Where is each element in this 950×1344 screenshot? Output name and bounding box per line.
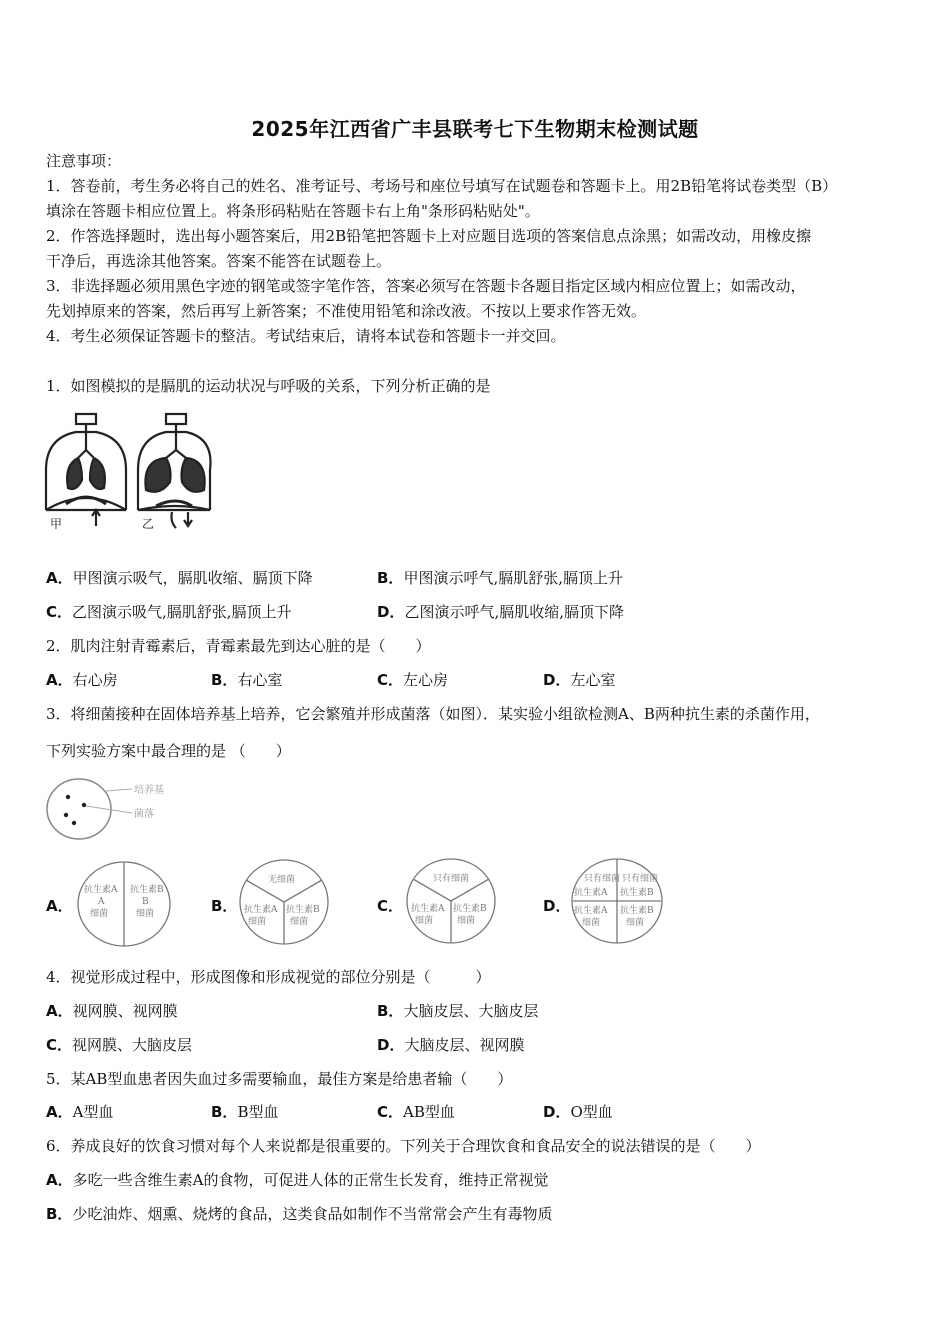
dish-option-a — [76, 860, 172, 948]
section-label: 抗生素A — [244, 905, 278, 915]
option-text: 左心室 — [570, 671, 616, 689]
option-row — [377, 896, 403, 916]
option-letter: D． — [543, 671, 571, 689]
option-text: 多吃一些含维生素A的食物，可促进人体的正常生长发育，维持正常视觉 — [72, 1171, 549, 1189]
section-label: 抗生素B — [620, 888, 654, 898]
section-label: 细菌 — [626, 918, 645, 928]
section-label: 只有细菌 — [584, 874, 621, 884]
option-letter: C． — [377, 897, 404, 915]
question-3-stem: 3．将细菌接种在固体培养基上培养，它会繁殖并形成菌落（如图）．某实验小组欲检测A、B两种抗生素的杀菌作用， — [46, 705, 820, 723]
option-letter: A． — [46, 1103, 73, 1121]
section-label: 无细菌 — [268, 875, 296, 885]
section-label: 细菌 — [90, 909, 109, 919]
colony-dot — [72, 821, 76, 825]
dish-option-d — [570, 857, 664, 945]
colony-dot — [66, 795, 70, 799]
dish-option-c — [405, 857, 497, 945]
question-3-stem: 下列实验方案中最合理的是 （ ） — [46, 742, 291, 760]
section-label: 抗生素A — [84, 885, 118, 895]
notice-heading: 注意事项： — [46, 152, 122, 170]
option-text: 右心房 — [72, 671, 118, 689]
section-label: 只有细菌 — [622, 874, 659, 884]
option-text: 甲图演示吸气，膈肌收缩、膈顶下降 — [72, 569, 313, 587]
section-label: 抗生素B — [130, 885, 164, 895]
jar-stopper — [76, 414, 96, 424]
section-label: 只有细菌 — [433, 874, 470, 884]
option-letter: B． — [211, 1103, 238, 1121]
section-label: 抗生素A — [411, 904, 445, 914]
option-text: B型血 — [237, 1103, 279, 1121]
option-text: 大脑皮层、视网膜 — [404, 1036, 525, 1054]
option-letter: C． — [46, 1036, 73, 1054]
option-letter: A． — [46, 671, 73, 689]
option-row — [543, 1102, 613, 1122]
option-text: 大脑皮层、大脑皮层 — [403, 1002, 539, 1020]
section-label: 细菌 — [415, 916, 434, 926]
option-letter: B． — [46, 1205, 73, 1223]
option-letter: D． — [543, 1103, 571, 1121]
petri-dish-figure — [44, 775, 184, 845]
dish-label-medium: 培养基 — [134, 785, 164, 796]
option-row — [377, 1035, 524, 1055]
question-5-stem: 5．某AB型血患者因失血过多需要输血，最佳方案是给患者输（ ） — [46, 1070, 513, 1088]
option-letter: C． — [377, 1103, 404, 1121]
option-letter: B． — [377, 569, 404, 587]
option-row — [543, 896, 570, 916]
option-text: 乙图演示吸气,膈肌舒张,膈顶上升 — [72, 603, 292, 621]
option-row — [211, 896, 237, 916]
section-label: 细菌 — [290, 917, 309, 927]
option-row — [211, 1102, 278, 1122]
option-letter: A． — [46, 569, 73, 587]
section-label: 抗生素A — [574, 888, 608, 898]
option-row — [46, 1001, 178, 1021]
section-label: 细菌 — [582, 918, 601, 928]
option-row — [46, 1035, 192, 1055]
jar-stopper — [166, 414, 186, 424]
option-letter: B． — [377, 1002, 404, 1020]
option-row — [46, 1204, 552, 1224]
option-letter: D． — [377, 1036, 405, 1054]
option-letter: B． — [211, 897, 238, 915]
option-row — [46, 896, 73, 916]
colony-dot — [64, 813, 68, 817]
option-text: 乙图演示呼气,膈肌收缩,膈顶下降 — [404, 603, 624, 621]
option-letter: A． — [46, 897, 73, 915]
notice-line: 3．非选择题必须用黑色字迹的钢笔或签字笔作答，答案必须写在答题卡各题目指定区域内相应位置上；如需改动， — [46, 277, 806, 295]
option-letter: D． — [377, 603, 405, 621]
section-label: 细菌 — [248, 917, 267, 927]
q1-diaphragm-figure — [42, 410, 212, 535]
notice-line: 干净后，再选涂其他答案。答案不能答在试题卷上。 — [46, 252, 392, 270]
option-text: 左心房 — [403, 671, 449, 689]
option-row — [377, 1001, 538, 1021]
page-title: 2025年江西省广丰县联考七下生物期末检测试题 — [251, 117, 699, 141]
question-2-stem: 2．肌肉注射青霉素后，青霉素最先到达心脏的是（ ） — [46, 637, 431, 655]
notice-line: 2．作答选择题时，选出每小题答案后，用2B铅笔把答题卡上对应题目选项的答案信息点涂黑；如需改动，用橡皮擦 — [46, 227, 812, 245]
option-text: 少吃油炸、烟熏、烧烤的食品，这类食品如制作不当常常会产生有毒物质 — [72, 1205, 553, 1223]
question-4-stem: 4．视觉形成过程中，形成图像和形成视觉的部位分别是（ ） — [46, 968, 491, 986]
section-label: A — [98, 897, 105, 907]
option-text: O型血 — [570, 1103, 613, 1121]
option-letter: D． — [543, 897, 571, 915]
petri-dish — [47, 779, 111, 839]
option-text: 甲图演示呼气,膈肌舒张,膈顶上升 — [403, 569, 623, 587]
option-row — [377, 602, 624, 622]
option-row — [377, 1102, 455, 1122]
option-row — [46, 1170, 548, 1190]
option-letter: C． — [377, 671, 404, 689]
notice-line: 填涂在答题卡相应位置上。将条形码粘贴在答题卡右上角"条形码粘贴处"。 — [46, 202, 540, 220]
question-1-stem: 1．如图模拟的是膈肌的运动状况与呼吸的关系，下列分析正确的是 — [46, 377, 491, 395]
notice-line: 1．答卷前，考生务必将自己的姓名、准考证号、考场号和座位号填写在试题卷和答题卡上。用2B铅笔将试卷类型（B） — [46, 177, 838, 195]
option-letter: A． — [46, 1171, 73, 1189]
section-label: 细菌 — [457, 916, 476, 926]
section-label: 抗生素B — [453, 904, 487, 914]
diaphragm-membrane — [46, 498, 126, 510]
fig-label-yi: 乙 — [142, 517, 155, 531]
section-label: 细菌 — [136, 909, 155, 919]
notice-line: 先划掉原来的答案，然后再写上新答案；不准使用铅笔和涂改液。不按以上要求作答无效。 — [46, 302, 647, 320]
section-label: 抗生素B — [286, 905, 320, 915]
option-letter: A． — [46, 1002, 73, 1020]
option-text: AB型血 — [403, 1103, 455, 1121]
colony-dot — [82, 803, 86, 807]
section-label: 抗生素A — [574, 906, 608, 916]
option-text: 右心室 — [237, 671, 283, 689]
option-row — [543, 670, 615, 690]
option-row — [211, 670, 282, 690]
section-label: 抗生素B — [620, 906, 654, 916]
notice-line: 4．考生必须保证答题卡的整洁。考试结束后，请将本试卷和答题卡一并交回。 — [46, 327, 566, 345]
dish-option-b — [238, 858, 330, 946]
option-row — [46, 568, 313, 588]
option-row — [46, 670, 118, 690]
option-letter: B． — [211, 671, 238, 689]
option-row — [46, 602, 292, 622]
question-6-stem: 6．养成良好的饮食习惯对每个人来说都是很重要的。下列关于合理饮食和食品安全的说法错误的是（ ） — [46, 1137, 761, 1155]
section-label: B — [142, 897, 149, 907]
option-letter: C． — [46, 603, 73, 621]
option-row — [377, 568, 623, 588]
option-text: 视网膜、视网膜 — [72, 1002, 178, 1020]
fig-label-jia: 甲 — [50, 517, 63, 531]
option-row — [377, 670, 448, 690]
option-text: A型血 — [72, 1103, 114, 1121]
dish-label-colony: 菌落 — [134, 809, 154, 820]
option-text: 视网膜、大脑皮层 — [72, 1036, 193, 1054]
option-row — [46, 1102, 113, 1122]
